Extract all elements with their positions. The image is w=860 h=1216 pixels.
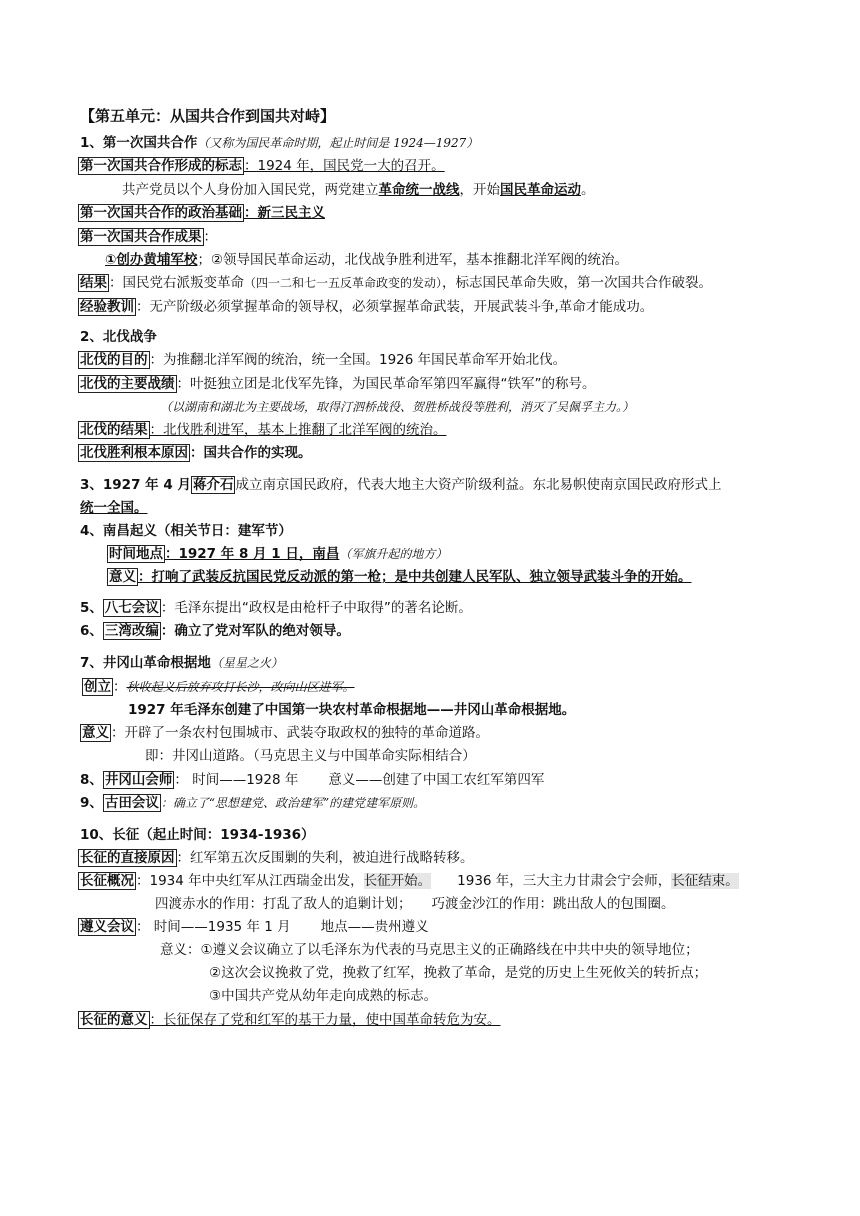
section-7-heading: 7、井冈山革命根据地（星星之火） — [80, 655, 283, 671]
jgs-create-text: 1927 年毛泽东创建了中国第一块农村革命根据地——井冈山革命根据地。 — [128, 702, 576, 718]
jgs-road-line: 即：井冈山道路。（马克思主义与中国革命实际相结合） — [145, 748, 476, 764]
section-2-heading: 2、北伐战争 — [80, 329, 157, 345]
nb-goal-line: 北伐的目的 ：为推翻北洋军阀的统治，统一全国。1926 年国民革命军开始北伐。 — [80, 352, 567, 368]
lm-cause-line: 长征的直接原因 ：红军第五次反围剿的失利，被迫进行战略转移。 — [80, 850, 474, 866]
nb-root-line: 北伐胜利根本原因 ：国共合作的实现。 — [80, 445, 312, 461]
formation-line: 第一次国共合作形成的标志 ：1924 年，国民党一大的召开。 — [80, 158, 445, 174]
nc-sig-line: 意义 ：打响了武装反抗国民党反动派的第一枪；是中共创建人民军队、独立领导武装斗争的开始。 — [109, 569, 692, 585]
unit-title: 【第五单元：从国共合作到国共对峙】 — [80, 107, 336, 125]
zunyi-sig-2: ②这次会议挽救了党，挽救了红军，挽救了革命，是党的历史上生死攸关的转折点； — [209, 965, 708, 981]
outcome-line: 结果 ：国民党右派叛变革命（四一二和七一五反革命政变的发动），标志国民革命失败，第一次国共合作破裂。 — [80, 275, 713, 291]
section-8-line: 8、 井冈山会师 ： 时间——1928 年 意义——创建了中国工农红军第四军 — [80, 772, 545, 788]
results-line: 第一次国共合作成果 ： — [80, 229, 217, 245]
nb-battle-note: （以湖南和湖北为主要战场，取得汀泗桥战役、贺胜桥战役等胜利，消灭了吴佩孚主力。） — [160, 400, 635, 414]
lm-rivers-line: 四渡赤水的作用：打乱了敌人的追剿计划； 巧渡金沙江的作用：跳出敌人的包围圈。 — [155, 896, 675, 912]
section-5-line: 5、 八七会议 ：毛泽东提出“政权是由枪杆子中取得”的著名论断。 — [80, 600, 472, 616]
section-6-line: 6、 三湾改编 ：确立了党对军队的绝对领导。 — [80, 623, 350, 639]
section-3-line: 3、1927 年 4 月 蒋介石 成立南京国民政府，代表大地主大资产阶级利益。东北易帜使南京国民政府形式上 — [80, 477, 722, 493]
nb-battle-line: 北伐的主要战绩 ：叶挺独立团是北伐军先锋，为国民革命军第四军赢得“铁军”的称号。 — [80, 376, 596, 392]
section-3-cont: 统一全国。 — [80, 500, 148, 516]
lesson-line: 经验教训 ：无产阶级必须掌握革命的领导权，必须掌握革命武装，开展武装斗争,革命才能成功。 — [80, 299, 654, 315]
lm-meaning-line: 长征的意义 ：长征保存了党和红军的基干力量，使中国革命转危为安。 — [80, 1012, 501, 1028]
jgs-create-line: 创立 ：秋收起义后放弃攻打长沙，改向山区进军。 — [84, 679, 355, 695]
zunyi-sig-3: ③中国共产党从幼年走向成熟的标志。 — [209, 988, 438, 1004]
basis-line: 第一次国共合作的政治基础 ：新三民主义 — [80, 205, 325, 221]
lm-overview-line: 长征概况 ：1934 年中央红军从江西瑞金出发，长征开始。 1936 年，三大主力甘肃会宁会师，长征结束。 — [80, 873, 739, 889]
section-9-line: 9、 古田会议 ：确立了“思想建党、政治建军”的建党建军原则。 — [80, 795, 426, 811]
section-4-heading: 4、南昌起义（相关节日：建军节） — [80, 523, 292, 539]
section-10-heading: 10、长征（起止时间：1934-1936） — [80, 827, 315, 843]
cpc-join-line: 共产党员以个人身份加入国民党，两党建立革命统一战线，开始国民革命运动。 — [122, 182, 595, 198]
zunyi-line: 遵义会议 ： 时间——1935 年 1 月 地点——贵州遵义 — [80, 919, 429, 935]
section-1-heading: 1、第一次国共合作（又称为国民革命时期，起止时间是 1924—1927） — [80, 135, 479, 151]
nc-time-line: 时间地点 ：1927 年 8 月 1 日，南昌（军旗升起的地方） — [109, 546, 448, 562]
achievements-line: ①创办黄埔军校；②领导国民革命运动，北伐战争胜利进军，基本推翻北洋军阀的统治。 — [105, 252, 629, 268]
nb-result-line: 北伐的结果 ：北伐胜利进军，基本上推翻了北洋军阀的统治。 — [80, 422, 447, 438]
zunyi-sig-1: 意义：①遵义会议确立了以毛泽东为代表的马克思主义的正确路线在中共中央的领导地位； — [160, 942, 699, 958]
jgs-sig-line: 意义 ：开辟了一条农村包围城市、武装夺取政权的独特的革命道路。 — [82, 725, 489, 741]
